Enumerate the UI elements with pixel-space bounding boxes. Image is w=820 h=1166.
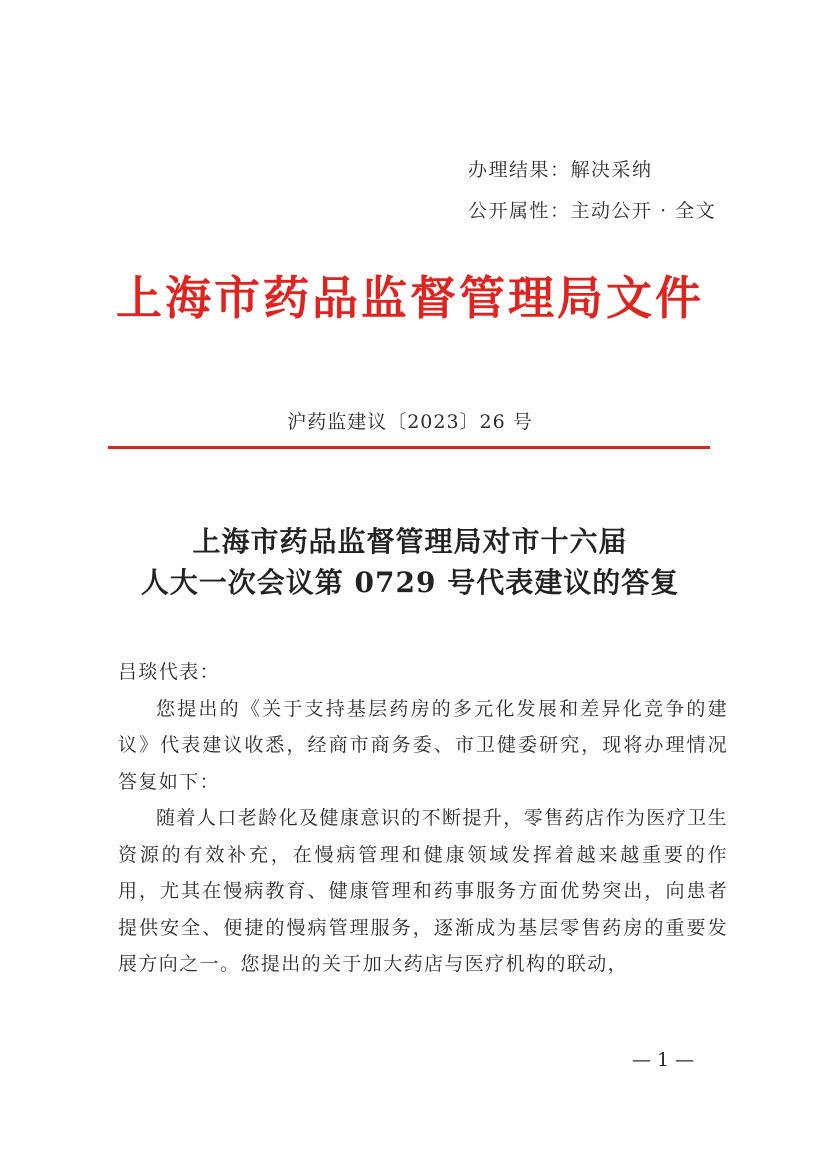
paragraph-2: 随着人口老龄化及健康意识的不断提升，零售药店作为医疗卫生资源的有效补充，在慢病管理和健康领域发挥着越来越重要的作用，尤其在慢病教育、健康管理和药事服务方面优势突出，向患者提供安全、便捷的慢病管理服务，逐渐成为基层零售药房的重要发展方向之一。您提出的关于加大药店与医疗机构的联动， — [118, 807, 728, 975]
document-number: 沪药监建议〔2023〕26 号 — [287, 411, 533, 433]
handling-result: 办理结果：解决采纳 — [468, 159, 653, 181]
masthead-title: 上海市药品监督管理局文件 — [116, 271, 704, 325]
page-number: — 1 — — [632, 1049, 695, 1071]
document-title-line-1: 上海市药品监督管理局对市十六届 — [192, 525, 628, 558]
salutation: 吕琰代表： — [118, 661, 221, 683]
document-body — [118, 654, 728, 983]
document-title-line-2: 人大一次会议第 0729 号代表建议的答复 — [140, 566, 680, 599]
public-attribute: 公开属性：主动公开 · 全文 — [468, 200, 717, 222]
red-divider — [108, 446, 710, 449]
paragraph-1: 您提出的《关于支持基层药房的多元化发展和差异化竞争的建议》代表建议收悉，经商市商务委、市卫健委研究，现将办理情况答复如下： — [118, 697, 728, 793]
